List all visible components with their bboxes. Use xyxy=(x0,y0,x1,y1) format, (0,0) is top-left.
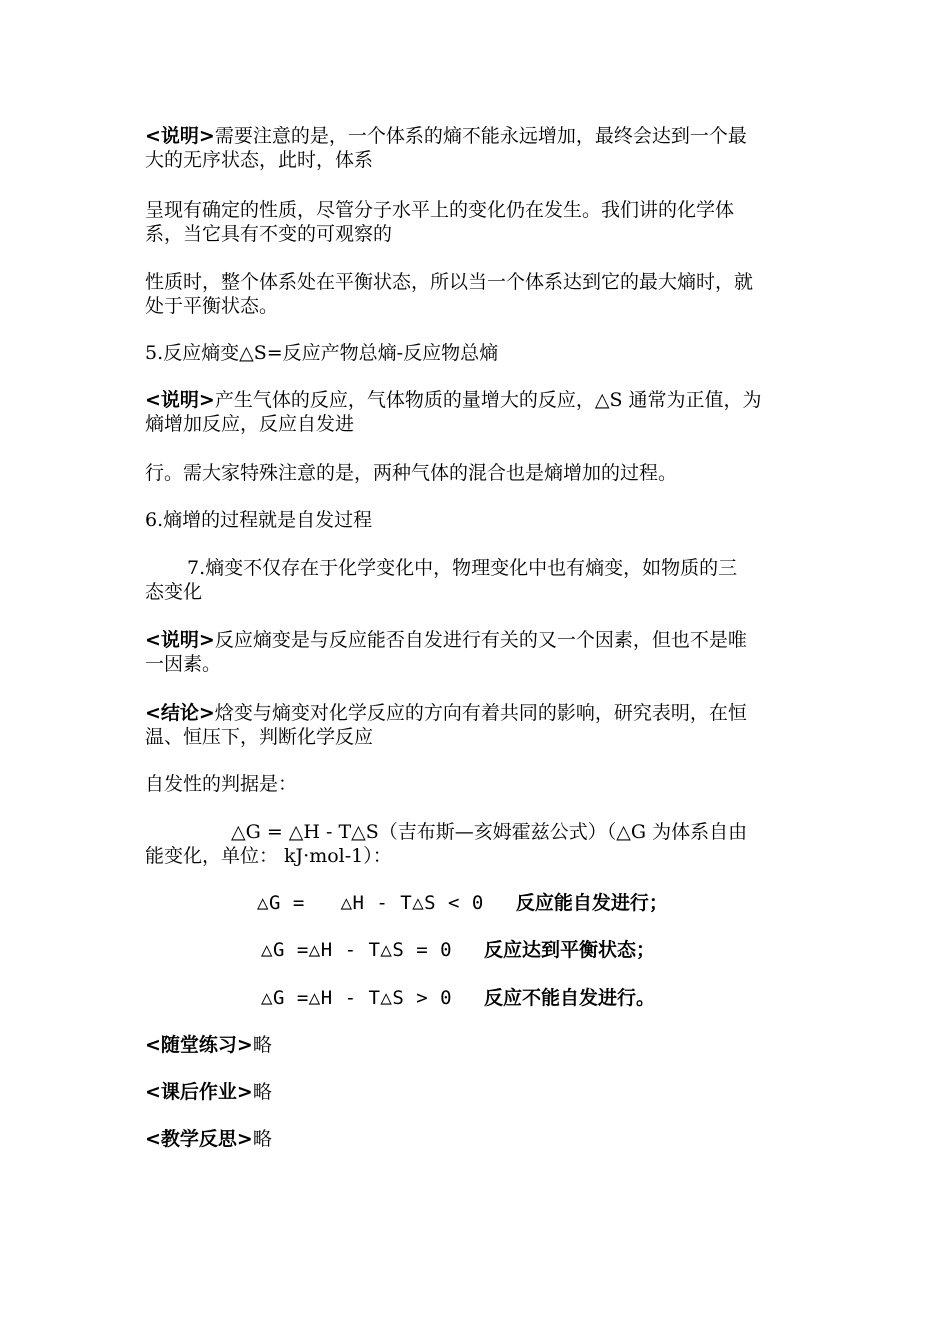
equation-non-spontaneous xyxy=(261,986,655,1010)
equation-formula: △G =△H - T△S > 0 xyxy=(261,987,453,1009)
paragraph-criterion: 自发性的判据是： xyxy=(145,773,298,795)
paragraph-conclusion xyxy=(145,701,810,749)
section-reflection xyxy=(145,1127,810,1151)
item-7 xyxy=(145,556,810,604)
equation-formula: △G =△H - T△S = 0 xyxy=(261,939,453,961)
paragraph-text: 温、恒压下，判断化学反应 xyxy=(145,726,374,748)
paragraph-text: 7.熵变不仅存在于化学变化中，物理变化中也有熵变，如物质的三 xyxy=(187,557,738,579)
paragraph-text: 大的无序状态，此时，体系 xyxy=(145,149,374,171)
paragraph-text: 熵增加反应，反应自发进 xyxy=(145,413,355,435)
paragraph-text: 需要注意的是，一个体系的熵不能永远增加，最终会达到一个最 xyxy=(214,125,747,147)
section-tag: <课后作业> xyxy=(145,1081,253,1103)
equation-equilibrium xyxy=(261,938,655,962)
conclusion-tag: <结论> xyxy=(145,702,215,724)
paragraph-text: 一因素。 xyxy=(145,653,222,675)
section-homework xyxy=(145,1080,810,1104)
paragraph-note-3 xyxy=(145,628,810,676)
paragraph-text: 呈现有确定的性质，尽管分子水平上的变化仍在发生。我们讲的化学体 xyxy=(145,199,735,221)
paragraph-text: 态变化 xyxy=(145,581,203,603)
equation-result: 反应能自发进行； xyxy=(515,892,668,914)
paragraph-text: △G = △H - T△S（吉布斯—亥姆霍兹公式）（△G 为体系自由 xyxy=(231,821,748,843)
item-6: 6.熵增的过程就是自发过程 xyxy=(145,509,373,531)
paragraph-note-1 xyxy=(145,124,810,172)
note-tag: <说明> xyxy=(145,125,215,147)
paragraph-text: 焓变与熵变对化学反应的方向有着共同的影响，研究表明，在恒 xyxy=(214,702,747,724)
item-5: 5.反应熵变△S=反应产物总熵-反应物总熵 xyxy=(145,342,499,364)
paragraph-text: 能变化，单位： kJ·mol-1）： xyxy=(145,845,392,867)
equation-result: 反应不能自发进行。 xyxy=(484,987,656,1009)
note-tag: <说明> xyxy=(145,629,215,651)
paragraph-text: 处于平衡状态。 xyxy=(145,295,279,317)
gibbs-formula-paragraph xyxy=(145,820,810,868)
equation-result: 反应达到平衡状态； xyxy=(484,939,656,961)
equation-formula: △G = △H - T△S < 0 xyxy=(257,892,484,914)
paragraph-note-2 xyxy=(145,388,810,436)
section-tag: <教学反思> xyxy=(145,1128,253,1150)
section-practice xyxy=(145,1033,810,1057)
paragraph-2 xyxy=(145,198,810,246)
paragraph-text: 性质时，整个体系处在平衡状态，所以当一个体系达到它的最大熵时，就 xyxy=(145,271,754,293)
paragraph-text: 产生气体的反应，气体物质的量增大的反应，△S 通常为正值，为 xyxy=(214,389,762,411)
paragraph-3 xyxy=(145,270,810,318)
note-tag: <说明> xyxy=(145,389,215,411)
section-text: 略 xyxy=(252,1034,272,1056)
paragraph-text: 反应熵变是与反应能否自发进行有关的又一个因素，但也不是唯 xyxy=(214,629,747,651)
paragraph-6: 行。需大家特殊注意的是，两种气体的混合也是熵增加的过程。 xyxy=(145,462,678,484)
section-text: 略 xyxy=(252,1128,272,1150)
paragraph-text: 系，当它具有不变的可观察的 xyxy=(145,223,393,245)
section-tag: <随堂练习> xyxy=(145,1034,253,1056)
section-text: 略 xyxy=(252,1081,272,1103)
equation-spontaneous xyxy=(257,891,668,915)
